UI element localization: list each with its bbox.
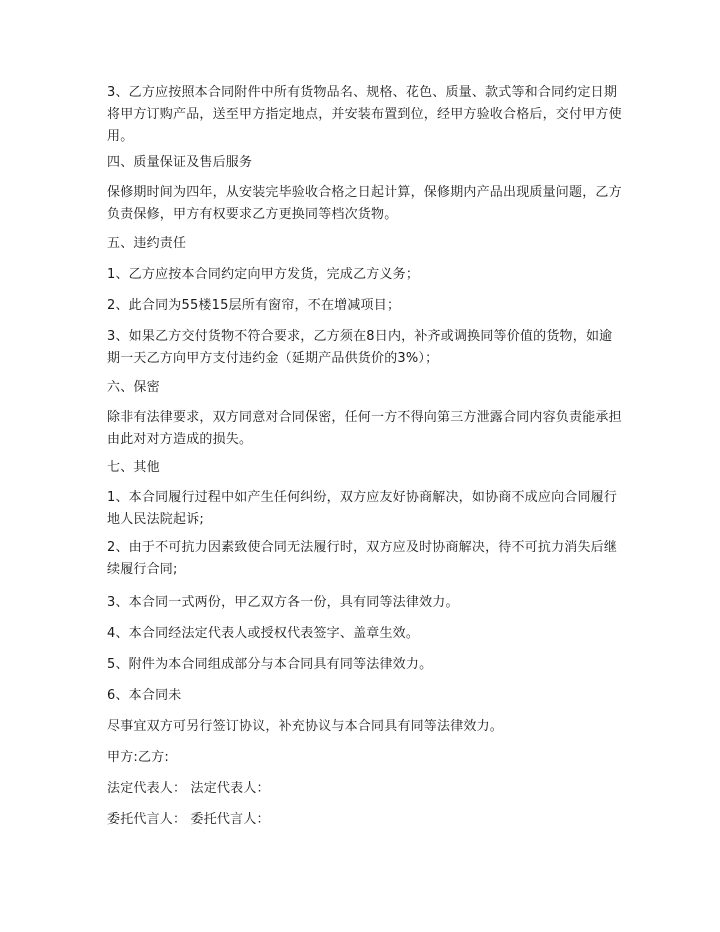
text-line: 负责保修，甲方有权要求乙方更换同等档次货物。: [107, 207, 398, 222]
text-line: 四、质量保证及售后服务: [107, 155, 253, 170]
section-heading-quality: [107, 152, 627, 174]
legal-representative-labels: [107, 778, 627, 800]
text-line: 3、本合同一式两份，甲乙双方各一份，具有同等法律效力。: [107, 595, 459, 610]
text-line: 1、本合同履行过程中如产生任何纠纷，双方应友好协商解决，如协商不成应向合同履行: [107, 490, 618, 505]
text-line: 法定代表人： 法定代表人：: [107, 781, 270, 796]
text-line: 七、其他: [107, 460, 160, 475]
other-clause-6: [107, 685, 627, 707]
text-line: 由此对对方造成的损失。: [107, 432, 253, 447]
text-line: 用。: [107, 129, 134, 144]
text-line: 将甲方订购产品，送至甲方指定地点，并安装布置到位，经甲方验收合格后，交付甲方使: [107, 107, 622, 122]
text-line: 地人民法院起诉;: [107, 512, 204, 527]
authorized-agent-labels: [107, 809, 627, 831]
section-heading-other: [107, 457, 627, 479]
other-clause-2: [107, 537, 627, 581]
warranty-paragraph: [107, 182, 627, 226]
section-heading-confidentiality: [107, 377, 627, 399]
text-line: 4、本合同经法定代表人或授权代表签字、盖章生效。: [107, 626, 420, 641]
other-clause-4: [107, 623, 627, 645]
text-line: 五、违约责任: [107, 236, 187, 251]
text-line: 委托代言人： 委托代言人：: [107, 812, 270, 827]
text-line: 除非有法律要求，双方同意对合同保密，任何一方不得向第三方泄露合同内容负责能承担: [107, 410, 622, 425]
breach-clause-1: [107, 264, 627, 286]
confidentiality-paragraph: [107, 407, 627, 451]
breach-clause-3: [107, 326, 627, 370]
text-line: 2、由于不可抗力因素致使合同无法履行时，双方应及时协商解决，待不可抗力消失后继: [107, 540, 618, 555]
other-clause-1: [107, 487, 627, 531]
section-heading-breach: [107, 233, 627, 255]
party-labels: [107, 747, 627, 769]
text-line: 2、此合同为55楼15层所有窗帘，不在增减项目；: [107, 298, 401, 313]
text-line: 甲方:乙方:: [107, 750, 169, 765]
text-line: 续履行合同;: [107, 562, 178, 577]
text-line: 六、保密: [107, 380, 160, 395]
clause-3-delivery: [107, 82, 627, 148]
other-clause-5: [107, 654, 627, 676]
text-line: 尽事宜双方可另行签订协议，补充协议与本合同具有同等法律效力。: [107, 719, 504, 734]
other-clause-3: [107, 592, 627, 614]
text-line: 1、乙方应按本合同约定向甲方发货，完成乙方义务；: [107, 267, 420, 282]
text-line: 期一天乙方向甲方支付违约金（延期产品供货价的3%）；: [107, 351, 439, 366]
text-line: 5、附件为本合同组成部分与本合同具有同等法律效力。: [107, 657, 433, 672]
breach-clause-2: [107, 295, 627, 317]
text-line: 6、本合同未: [107, 688, 182, 703]
text-line: 3、如果乙方交付货物不符合要求，乙方须在8日内，补齐或调换同等价值的货物，如逾: [107, 329, 613, 344]
supplementary-agreement-text: [107, 716, 627, 738]
text-line: 3、乙方应按照本合同附件中所有货物品名、规格、花色、质量、款式等和合同约定日期: [107, 85, 618, 100]
text-line: 保修期时间为四年，从安装完毕验收合格之日起计算，保修期内产品出现质量问题，乙方: [107, 185, 622, 200]
